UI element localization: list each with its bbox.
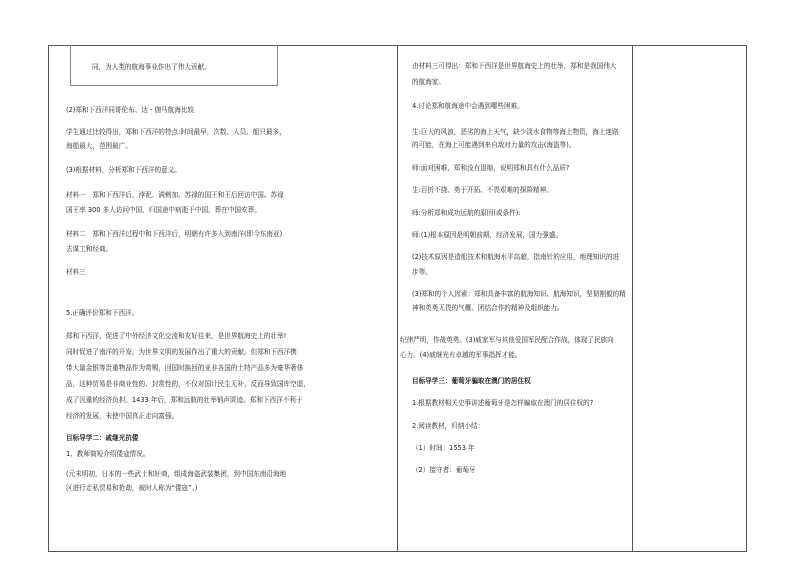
box-text: 同，为人类的航海事业作出了伟大贡献。: [92, 63, 211, 71]
reason-3-line-1: (3)郑和的个人因素：郑和具备丰富的航海知识、航海知识，坚韧刚毅的精: [412, 290, 626, 298]
material-two-line-2: 去谋工和经商。: [66, 245, 113, 253]
material-one-line-1: 材料一 郑和下西洋后，浡泥、满剌加、苏禄的国王和王后回访中国。苏禄: [66, 191, 284, 199]
student-answer-2: 的可能，在海上可能遇到来自敌对力量的攻击(海盗等)。: [412, 141, 576, 149]
student-answer-1: 生:巨大的风浪，恶劣的海上天气，缺少淡水食物等海上物资，海上迷路: [412, 128, 619, 136]
goal-two-step-1: 1、教师简短介绍倭寇情况。: [66, 450, 150, 458]
student-answer-3: 生:百折不挠、勇于开拓、不畏艰难的探险精神。: [412, 186, 553, 194]
goal-two-heading: 目标导学二：戚继光抗倭: [66, 434, 139, 442]
evaluation-line-2: 同时促进了南洋的开发，为世界文明的发展作出了重大的贡献。但郑和下西洋携: [66, 348, 297, 356]
reason-2-line-1: (2)技术原因是造船技术和航海水平高超，指南针的应用，地理知识的进: [412, 253, 620, 261]
qi-army-line-1: 纪律严明，作战英勇。(3)戚家军与其他爱国军民配合作战，体现了民族向: [400, 336, 614, 344]
goal-three-step-2: 2.阅读教材，归纳小结：: [412, 422, 485, 430]
table-border-right: [746, 45, 747, 552]
right-line-2: 的航海家。: [412, 78, 445, 86]
teacher-analysis: 师:分析郑和成功远航的原因(或条件):: [412, 209, 521, 217]
material-three-label: 材料三: [66, 268, 86, 276]
reason-2-line-2: 步等。: [412, 268, 432, 276]
discussion-question: 4.讨论郑和航海途中会遇到哪些困难。: [412, 102, 524, 110]
evaluation-line-1: 郑和下西洋，促进了中外经济文化交流和友好往来，是世界航海史上的壮举!: [66, 332, 287, 340]
table-divider-middle: [397, 45, 398, 552]
material-two-line-1: 材料二 郑和下西洋过程中和下西洋后，明朝有许多人到南洋(即今东南亚): [66, 230, 283, 238]
comparison-text-1: 学生通过比较得出，郑和下西洋的特点:时间最早，次数、人员、船只最多，: [66, 128, 286, 136]
summary-time: （1）时间：1553 年: [412, 444, 475, 452]
goal-three-step-1: 1.根据教材相关史事讲述葡萄牙是怎样骗取在澳门的居住权的?: [412, 399, 594, 407]
section-heading-significance: (3)根据材料，分析郑和下西洋的意义。: [66, 166, 181, 174]
table-divider-right: [632, 45, 633, 552]
section-heading-comparison: (2)郑和下西洋同哥伦布、达・伽马航海比较: [66, 106, 195, 114]
evaluation-line-5: 成了沉重的经济负担。1433 年后，郑和远航的壮举销声匿迹。郑和下西洋不利于: [66, 396, 303, 404]
evaluation-question: 5.正确评价郑和下西洋。: [66, 309, 139, 317]
qi-army-line-2: 心力。(4)戚继光有卓越的军事指挥才能。: [400, 351, 522, 359]
goal-three-heading: 目标导学三：葡萄牙骗取在澳门的居住权: [412, 377, 531, 385]
goal-two-note-1: (元末明初，日本的一些武士和奸商，组成海盗武装集团，到中国东南沿海地: [66, 470, 287, 478]
evaluation-line-6: 经济的发展，未使中国真正走向富强。: [66, 412, 179, 420]
right-line-1: 由材料三可得出：郑和下西洋是世界航海史上的壮举，郑和是我国伟大: [412, 62, 617, 70]
teacher-question: 师:面对困难，郑和没有退缩，说明郑和具有什么品质?: [412, 164, 570, 172]
evaluation-line-4: 品，这种贸易是非商业性的、封赏性的，不仅对国计民生无补，反而导致国库空虚，: [66, 380, 310, 388]
reason-1: 师:(1)根本原因是明朝前期，经济发展，国力强盛。: [412, 231, 563, 239]
reason-3-line-2: 神和英勇无畏的气概、团结合作的精神及组织能力。: [412, 304, 564, 312]
table-border-left: [48, 45, 49, 552]
goal-two-note-2: 区进行走私贸易和抢劫，被时人称为“倭寇”。): [66, 484, 198, 492]
table-border-bottom: [48, 551, 747, 552]
comparison-text-2: 海船最大，范围最广。: [66, 142, 132, 150]
evaluation-line-3: 带大量金银等贵重物品作为赏赐，回国时换回的亚非各国的土特产品多为豪华奢侈: [66, 364, 304, 372]
summary-party: （2）接守者：葡萄牙: [412, 466, 476, 474]
material-one-line-2: 国王率 300 多人访问中国，归国途中病逝于中国，葬在中国安葬。: [66, 206, 261, 214]
